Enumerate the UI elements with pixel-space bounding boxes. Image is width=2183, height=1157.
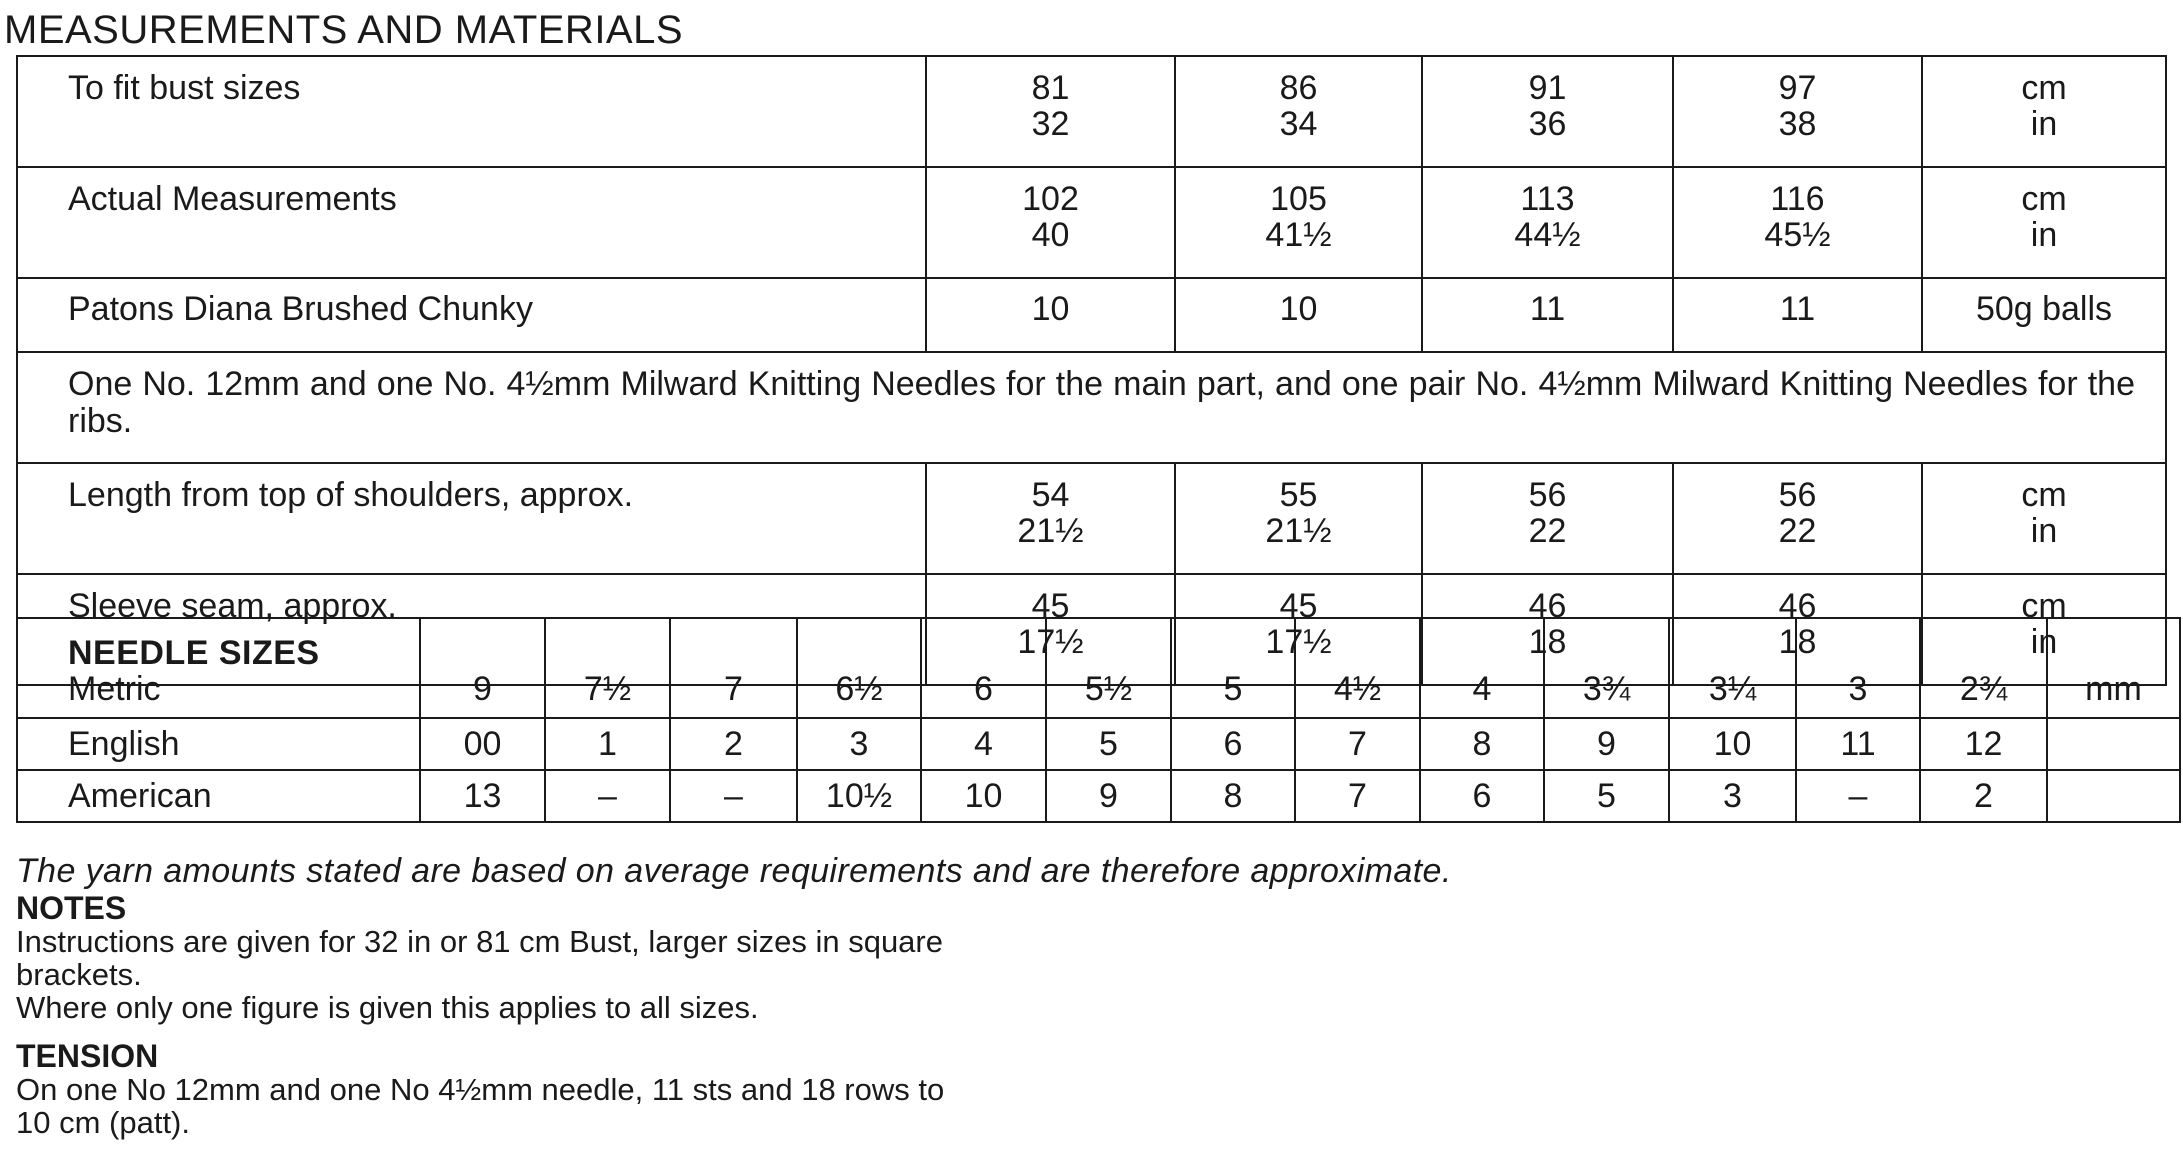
tension-line: 10 cm (patt). [16, 1105, 190, 1140]
metric-cell: 3¼ [1669, 618, 1796, 718]
english-cell: 7 [1295, 718, 1420, 770]
unit-cell [1922, 167, 2166, 278]
unit-cm: cm [2021, 476, 2067, 514]
notes-section [16, 852, 2116, 1139]
value-cm: 105 [1270, 180, 1327, 218]
value-in: 45½ [1764, 216, 1831, 254]
value-cm: 116 [1770, 180, 1825, 218]
needle-sizes-table [16, 617, 2181, 823]
bust-size-row [17, 56, 2166, 167]
metric-cell: 5 [1171, 618, 1295, 718]
american-label: American [17, 770, 420, 822]
notes-line: Where only one figure is given this applies to all sizes. [16, 990, 759, 1025]
unit-in: in [2030, 105, 2058, 143]
size-cell [926, 56, 1175, 167]
yarn-amount: 10 [926, 278, 1175, 352]
english-cell: 6 [1171, 718, 1295, 770]
metric-cell: 5½ [1046, 618, 1171, 718]
value-cm: 46 [1778, 587, 1817, 625]
metric-cell: 4½ [1295, 618, 1420, 718]
value-in: 38 [1778, 105, 1817, 143]
unit-cm: cm [2021, 180, 2067, 218]
value-in: 17½ [1017, 623, 1084, 661]
unit-cell [1922, 463, 2166, 574]
size-cell [1422, 167, 1673, 278]
tension-heading: TENSION [16, 1038, 159, 1074]
value-in: 18 [1778, 623, 1817, 661]
english-cell: 10 [1669, 718, 1796, 770]
american-cell: – [1796, 770, 1920, 822]
row-label: Patons Diana Brushed Chunky [17, 278, 926, 352]
american-cell [2047, 770, 2180, 822]
metric-cell: 7 [670, 618, 797, 718]
notes-line: brackets. [16, 957, 142, 992]
tension-line: On one No 12mm and one No 4½mm needle, 11 sts and 18 rows to [16, 1072, 945, 1107]
value-in: 22 [1778, 512, 1817, 550]
yarn-amount: 11 [1673, 278, 1922, 352]
size-cell [926, 167, 1175, 278]
metric-unit: mm [2047, 618, 2180, 718]
english-cell: 12 [1920, 718, 2047, 770]
american-cell: 2 [1920, 770, 2047, 822]
value-cm: 56 [1778, 476, 1817, 514]
unit-in: in [2030, 216, 2058, 254]
yarn-amount: 10 [1175, 278, 1422, 352]
size-cell [1673, 463, 1922, 574]
metric-cell: 9 [420, 618, 545, 718]
size-cell [1175, 167, 1422, 278]
english-cell: 5 [1046, 718, 1171, 770]
value-in: 21½ [1017, 512, 1084, 550]
value-in: 21½ [1265, 512, 1332, 550]
value-cm: 56 [1528, 476, 1567, 514]
metric-cell: 7½ [545, 618, 670, 718]
english-cell: 8 [1420, 718, 1544, 770]
american-cell: – [545, 770, 670, 822]
metric-cell: 6½ [797, 618, 921, 718]
size-cell [1175, 463, 1422, 574]
english-cell: 9 [1544, 718, 1669, 770]
unit-cm: cm [2021, 587, 2067, 625]
value-cm: 46 [1528, 587, 1567, 625]
value-cm: 86 [1279, 69, 1318, 107]
yarn-row [17, 278, 2166, 352]
size-cell [1175, 56, 1422, 167]
value-in: 32 [1031, 105, 1070, 143]
american-cell: 10½ [797, 770, 921, 822]
size-cell [1673, 56, 1922, 167]
value-cm: 81 [1031, 69, 1070, 107]
english-cell: 11 [1796, 718, 1920, 770]
value-in: 41½ [1265, 216, 1332, 254]
american-cell: 5 [1544, 770, 1669, 822]
value-in: 36 [1528, 105, 1567, 143]
value-cm: 102 [1022, 180, 1079, 218]
row-label [17, 618, 420, 718]
value-cm: 45 [1031, 587, 1070, 625]
unit-cm: cm [2021, 69, 2067, 107]
needles-description: One No. 12mm and one No. 4½mm Milward Knitting Needles for the main part, and one pair No. 4½mm Milward Knitting Needles for the ribs. [17, 352, 2166, 463]
value-cm: 45 [1279, 587, 1318, 625]
unit-in: in [2030, 512, 2058, 550]
unit-cell [1922, 56, 2166, 167]
yarn-amount: 11 [1422, 278, 1673, 352]
metric-label: Metric [68, 670, 161, 708]
value-in: 34 [1279, 105, 1318, 143]
american-cell: 10 [921, 770, 1046, 822]
english-cell: 1 [545, 718, 670, 770]
length-row [17, 463, 2166, 574]
value-cm: 54 [1031, 476, 1070, 514]
value-in: 18 [1528, 623, 1567, 661]
needle-sizes-heading: NEEDLE SIZES [68, 634, 320, 672]
english-cell: 2 [670, 718, 797, 770]
american-cell: 9 [1046, 770, 1171, 822]
english-cell [2047, 718, 2180, 770]
row-label: Length from top of shoulders, approx. [17, 463, 926, 574]
yarn-unit: 50g balls [1922, 278, 2166, 352]
american-cell: 8 [1171, 770, 1295, 822]
value-cm: 91 [1528, 69, 1567, 107]
american-row [17, 770, 2180, 822]
english-label: English [17, 718, 420, 770]
american-cell: 6 [1420, 770, 1544, 822]
notes-heading: NOTES [16, 890, 127, 926]
metric-cell: 3¾ [1544, 618, 1669, 718]
value-in: 17½ [1265, 623, 1332, 661]
american-cell: – [670, 770, 797, 822]
value-in: 22 [1528, 512, 1567, 550]
metric-cell: 2¾ [1920, 618, 2047, 718]
page-title: MEASUREMENTS AND MATERIALS [4, 8, 684, 52]
size-cell [1422, 463, 1673, 574]
row-label: Actual Measurements [17, 167, 926, 278]
needles-text-row [17, 352, 2166, 463]
value-in: 44½ [1514, 216, 1581, 254]
metric-cell: 4 [1420, 618, 1544, 718]
english-cell: 4 [921, 718, 1046, 770]
notes-line: Instructions are given for 32 in or 81 cm Bust, larger sizes in square [16, 924, 943, 959]
metric-cell: 3 [1796, 618, 1920, 718]
unit-in: in [2030, 623, 2058, 661]
actual-measurements-row [17, 167, 2166, 278]
american-cell: 3 [1669, 770, 1796, 822]
value-in: 40 [1031, 216, 1070, 254]
english-cell: 3 [797, 718, 921, 770]
size-cell [1673, 167, 1922, 278]
value-cm: 113 [1520, 180, 1575, 218]
american-cell: 13 [420, 770, 545, 822]
size-cell [1422, 56, 1673, 167]
size-cell [926, 463, 1175, 574]
row-label: Sleeve seam, approx. [17, 574, 926, 685]
metric-row [17, 618, 2180, 718]
yarn-amount-note: The yarn amounts stated are based on average requirements and are therefore approximate. [16, 852, 1452, 890]
measurements-table [16, 55, 2167, 686]
american-cell: 7 [1295, 770, 1420, 822]
english-cell: 00 [420, 718, 545, 770]
value-cm: 55 [1279, 476, 1318, 514]
value-cm: 97 [1778, 69, 1817, 107]
row-label: To fit bust sizes [17, 56, 926, 167]
english-row [17, 718, 2180, 770]
metric-cell: 6 [921, 618, 1046, 718]
